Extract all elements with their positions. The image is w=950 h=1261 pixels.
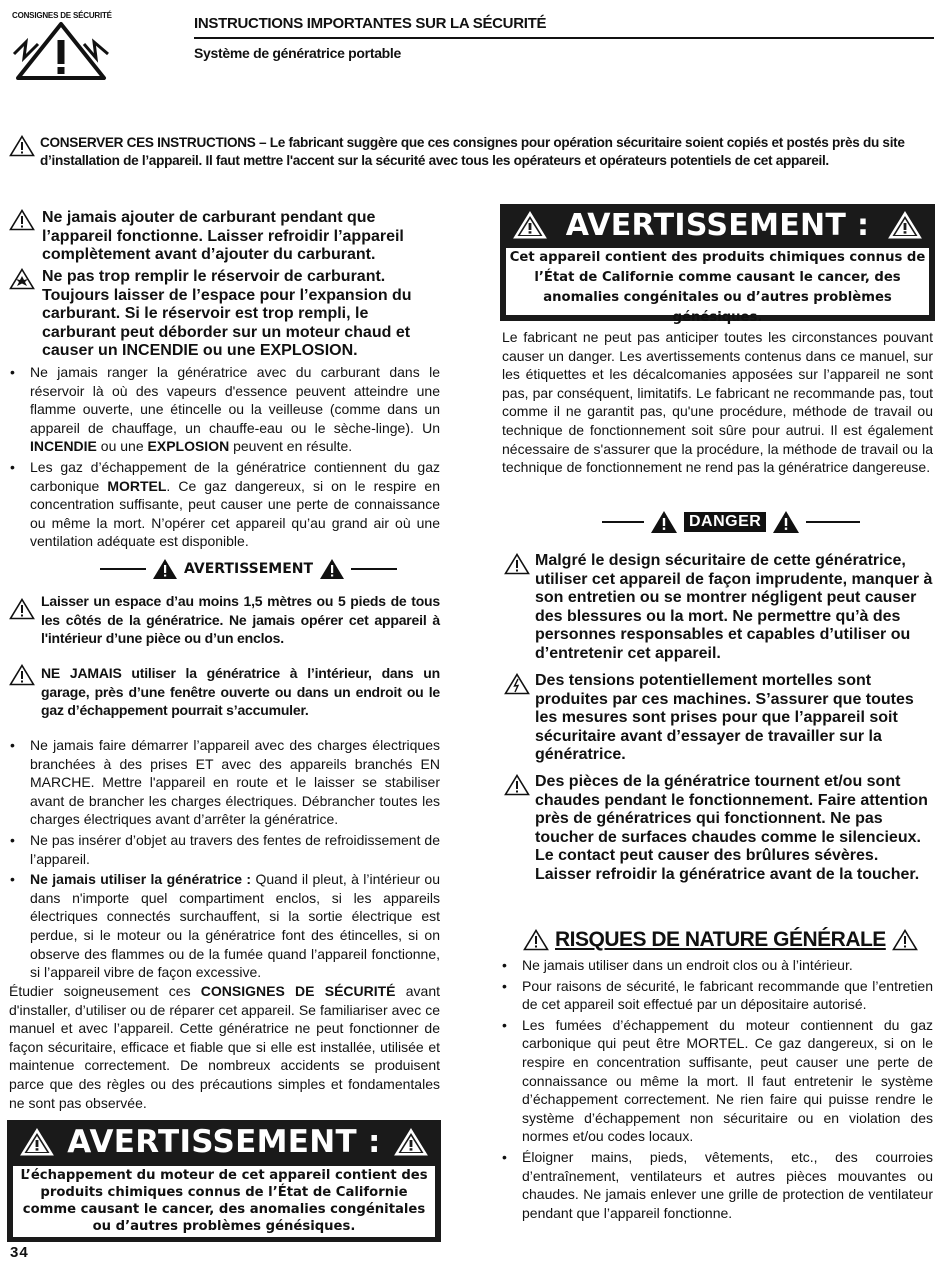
warning-triangle-icon bbox=[9, 209, 35, 231]
rule-line bbox=[100, 568, 146, 570]
warning-filled-icon bbox=[319, 558, 345, 580]
bullet-list-1 bbox=[8, 363, 440, 551]
california-warning-box bbox=[7, 1120, 441, 1242]
list-item: • Éloigner mains, pieds, vêtements, etc., des courroies d’entraînement, ventilateurs et autres pièces mouvantes ou chaudes. Ne jamais enlever une grille de protection de ventilateur pendant que l’appareil fonctionne. bbox=[500, 1148, 933, 1222]
keep-instructions-notice: CONSERVER CES INSTRUCTIONS – Le fabricant suggère que ces consignes pour opération sécuritaire soient copiés et postés près du site d’installation de l’appareil. Il faut mettre l'accent sur la sécurité avec tous les opérateurs et opérateurs potentiels de cet appareil. bbox=[40, 135, 905, 168]
avertissement-heading: AVERTISSEMENT bbox=[100, 558, 397, 580]
page-title: INSTRUCTIONS IMPORTANTES SUR LA SÉCURITÉ bbox=[194, 15, 547, 32]
warning-triangle-icon bbox=[393, 1127, 429, 1157]
warning-filled-icon bbox=[152, 558, 178, 580]
logo-label: CONSIGNES DE SÉCURITÉ bbox=[12, 11, 112, 20]
electric-shock-icon bbox=[504, 673, 530, 695]
warning-triangle-icon bbox=[892, 929, 918, 951]
warning-filled-icon bbox=[650, 510, 678, 534]
study-paragraph: Étudier soigneusement ces CONSIGNES DE SÉCURITÉ avant d'installer, d’utiliser ou de réparer cet appareil. Se familiariser avec ce manuel et avec l’appareil. Cette génératrice ne peut fonctionner de façon sécuritaire, efficace et fiable que si elle est installée, utilisée et maintenue correctement. De nombreux accidents se produisent parce que des règles ou des précautions simples et fondamentales ne sont pas observée. bbox=[9, 983, 440, 1111]
warning-triangle-icon bbox=[9, 664, 35, 686]
page-subtitle: Système de génératrice portable bbox=[194, 45, 402, 61]
warning-triangle-icon bbox=[19, 1127, 55, 1157]
list-item: • Ne pas insérer d’objet au travers des fentes de refroidissement de l’appareil. bbox=[8, 831, 440, 868]
overfill-warning: Ne pas trop remplir le réservoir de carburant. Toujours laisser de l’espace pour l’expansion du carburant. Si le réservoir est trop rempli, le carburant peut déborder sur un moteur chaud et causer un INCENDIE ou une EXPLOSION. bbox=[42, 268, 412, 360]
general-risks-list bbox=[500, 956, 933, 1222]
indoor-warning: NE JAMAIS utiliser la génératrice à l’intérieur, dans un garage, près d’une fenêtre ouverte ou dans un endroit ou le gaz d’échappement pourrait s’accumuler. bbox=[41, 665, 440, 719]
explosion-warning-icon bbox=[9, 268, 35, 290]
rule-line bbox=[351, 568, 397, 570]
warning-box-text: Cet appareil contient des produits chimiques connus de l’État de Californie comme causant le cancer, des anomalies congénitales ou d’autres problèmes génésiques. bbox=[506, 248, 929, 315]
manufacturer-paragraph: Le fabricant ne peut pas anticiper toutes les circonstances pouvant causer un danger. Les avertissements contenus dans ce manuel, sur les étiquettes et les décalcomanies apposées sur l’appareil ne sont pas, par conséquent, limitatifs. Le fabricant ne recommande pas, tout comme il ne garantit pas, qu'une procédure, méthode de travail ou technique de fonctionnement soit sûre pour autrui. Il est également nécessaire de s'assurer que la procédure, la méthode de travail ou la technique de fonctionnement ne rend pas la génératrice dangereuse. bbox=[502, 329, 933, 476]
warning-filled-icon bbox=[772, 510, 800, 534]
california-warning-box bbox=[500, 204, 935, 325]
warning-triangle-icon bbox=[504, 553, 530, 575]
rule-line bbox=[806, 521, 860, 523]
page-number: 34 bbox=[10, 1244, 29, 1261]
rule-line bbox=[602, 521, 644, 523]
bullet-list-2 bbox=[8, 736, 440, 982]
fuel-warning: Ne jamais ajouter de carburant pendant que l’appareil fonctionne. Laisser refroidir l’appareil complètement avant d’ajouter du carburant. bbox=[42, 209, 404, 264]
clearance-warning: Laisser un espace d’au moins 1,5 mètres ou 5 pieds de tous les côtés de la génératrice. Ne jamais opérer cet appareil à l'intérieur d’une pièce ou d’un enclos. bbox=[41, 593, 440, 647]
voltage-danger: Des tensions potentiellement mortelles sont produites par ces machines. S’assurer que toutes les mesures sont prises pour que l’appareil soit sécuritaire avant d’essayer de travailler sur la génératrice. bbox=[535, 672, 914, 764]
warning-triangle-icon bbox=[523, 929, 549, 951]
warning-triangle-icon bbox=[9, 135, 35, 157]
warning-triangle-icon bbox=[504, 774, 530, 796]
list-item: • Ne jamais utiliser la génératrice : Quand il pleut, à l’intérieur ou dans n'importe quel compartiment enclos, si les appareils électriques connectés surchauffent, si la sortie électrique est perdue, si le moteur ou la génératrice font des étincelles, si on observe des flammes ou de la fumée quand l’appareil fonctionne, si l’appareil vibre de façon excessive. bbox=[8, 870, 440, 982]
high-voltage-warning-icon bbox=[12, 20, 110, 82]
warning-box-header: AVERTISSEMENT : bbox=[7, 1120, 441, 1164]
warning-box-header: AVERTISSEMENT : bbox=[500, 204, 935, 246]
warning-box-text: L’échappement du moteur de cet appareil contient des produits chimiques connus de l’État de Californie comme causant le cancer, des anomalies congénitales ou d’autres problèmes génésiques. bbox=[13, 1166, 435, 1237]
careless-use-danger: Malgré le design sécuritaire de cette génératrice, utiliser cet appareil de façon imprudente, manquer à son entretien ou se montrer négligent peut causer des blessures ou la mort. Ne permettre qu’à des personnes responsables et capables d’utiliser ou d’entretenir cet appareil. bbox=[535, 552, 933, 662]
list-item: • Ne jamais faire démarrer l’appareil avec des charges électriques branchées à des prises ET avec des appareils branchés EN MARCHE. Mettre l'appareil en route et le laisser se stabiliser avant de brancher les charges électriques. Débrancher toutes les charges électriques avant d’arrêter la génératrice. bbox=[8, 736, 440, 829]
list-item: • Les fumées d’échappement du moteur contiennent du gaz carbonique qui peut être MORTEL. Ce gaz dangereux, si on le respire en concentration suffisante, peut causer une perte de connaissance ou même la mort. Il faut entretenir le système d’échappement correctement. Ne rien faire qui puisse rendre le système d’échappement non sécuritaire ou en violation des normes et/ou codes locaux. bbox=[500, 1016, 933, 1146]
hot-moving-parts-danger: Des pièces de la génératrice tournent et/ou sont chaudes pendant le fonctionnement. Faire attention près de génératrices qui fonctionnent. Ne pas toucher de surfaces chaudes comme le silencieux. Le contact peut causer des brûlures sévères. Laisser refroidir la génératrice avant de la toucher. bbox=[535, 773, 928, 883]
list-item: • Ne jamais ranger la génératrice avec du carburant dans le réservoir là où des vapeurs d'essence peuvent atteindre une flamme ouverte, une étincelle ou la veilleuse (comme dans un appareil de chauffage, un chauffe-eau ou le sèche-linge). Un INCENDIE ou une EXPLOSION peuvent en résulte. bbox=[8, 363, 440, 456]
list-item: • Ne jamais utiliser dans un endroit clos ou à l’intérieur. bbox=[500, 956, 933, 975]
danger-heading: DANGER bbox=[602, 510, 860, 534]
list-item: • Pour raisons de sécurité, le fabricant recommande que l’entretien de cet appareil soit effectué par un dépositaire autorisé. bbox=[500, 977, 933, 1014]
header-rule bbox=[194, 37, 934, 39]
general-risks-heading: RISQUES DE NATURE GÉNÉRALE bbox=[523, 928, 918, 952]
list-item: • Les gaz d’échappement de la génératrice contiennent du gaz carbonique MORTEL. Ce gaz dangereux, si on le respire en concentration suffisante, peut causer une perte de connaissance ou même la mort. N’opérer cet appareil qu’au grand air où une ventilation adéquate est disponible. bbox=[8, 458, 440, 551]
warning-triangle-icon bbox=[9, 598, 35, 620]
warning-triangle-icon bbox=[887, 210, 923, 240]
warning-triangle-icon bbox=[512, 210, 548, 240]
